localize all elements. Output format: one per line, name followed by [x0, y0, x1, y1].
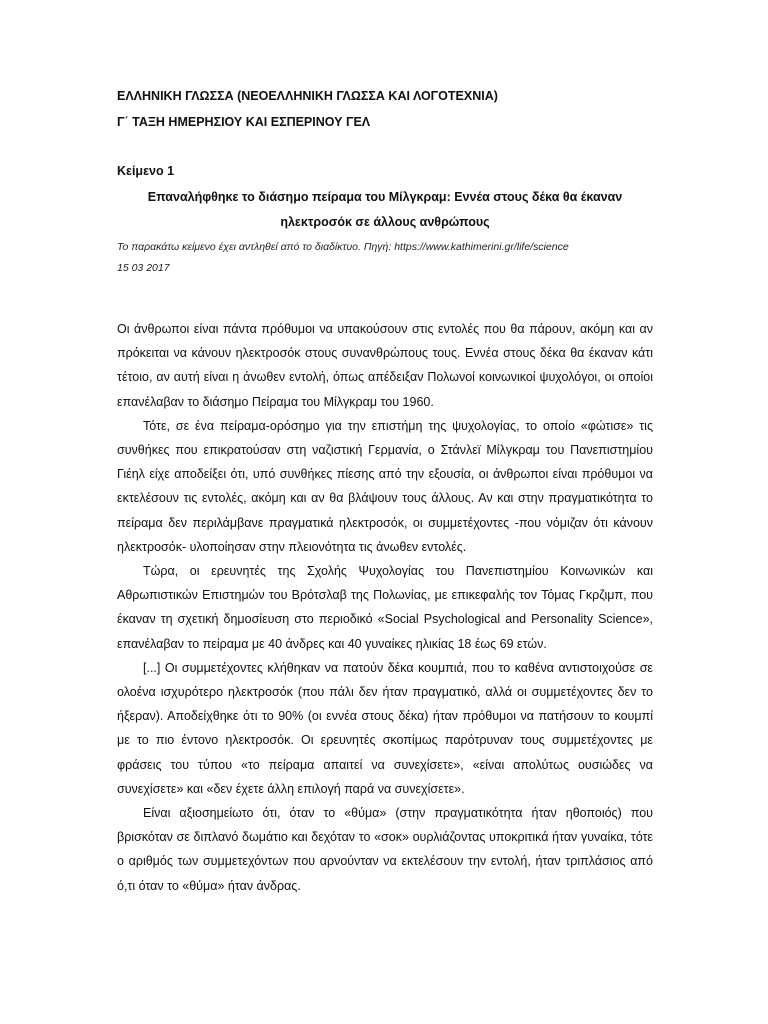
paragraph-1: Οι άνθρωποι είναι πάντα πρόθυμοι να υπακούσουν στις εντολές που θα πάρουν, ακόμη και αν πρόκειται να κάνουν ηλεκτροσόκ στους συνανθρώπους τους. Εννέα στους δέκα θα έκαναν κάτι τέτοιο, αν αυτή είναι η άνωθεν εντολή, όπως απέδειξαν Πολωνοί κοινωνικοί ψυχολόγοι, οι οποίοι επανέλαβαν το διάσημο Πείραμα του Μίλγκραμ του 1960.	[117, 322, 653, 409]
article-title-line-1: Επαναλήφθηκε το διάσημο πείραμα του Μίλγκραμ: Εννέα στους δέκα θα έκαναν	[147, 190, 623, 204]
grade-heading: Γ΄ ΤΑΞΗ ΗΜΕΡΗΣΙΟΥ ΚΑΙ ΕΣΠΕΡΙΝΟΥ ΓΕΛ	[117, 115, 371, 129]
article-title-line-2: ηλεκτροσόκ σε άλλους ανθρώπους	[280, 215, 490, 229]
article-title	[117, 185, 653, 235]
paragraph-4: [...] Οι συμμετέχοντες κλήθηκαν να πατούν δέκα κουμπιά, που το καθένα αντιστοιχούσε σε ολοένα ισχυρότερο ηλεκτροσόκ (που πάλι δεν ήταν πραγματικό, αλλά οι συμμετέχοντες δεν το ήξεραν). Αποδείχθηκε ότι το 90% (οι εννέα στους δέκα) ήταν πρόθυμοι να πατήσουν το κουμπί με το πιο έντονο ηλεκτροσόκ. Οι ερευνητές σκοπίμως παρότρυναν τους συμμετέχοντες με φράσεις του τύπου «το πείραμα απαιτεί να συνεχίσετε», «είναι απολύτως ουσιώδες να συνεχίσετε» και «δεν έχετε άλλη επιλογή παρά να συνεχίσετε».	[117, 660, 653, 796]
document-page	[117, 88, 653, 898]
subject-heading: ΕΛΛΗΝΙΚΗ ΓΛΩΣΣΑ (ΝΕΟΕΛΛΗΝΙΚΗ ΓΛΩΣΣΑ ΚΑΙ ΛΟΓΟΤΕΧΝΙΑ)	[117, 89, 498, 103]
article-body	[117, 317, 653, 898]
paragraph-2: Τότε, σε ένα πείραμα-ορόσημο για την επιστήμη της ψυχολογίας, το οποίο «φώτισε» τις συνθήκες που επικρατούσαν στη ναζιστική Γερμανία, ο Στάνλεϊ Μίλγκραμ του Πανεπιστημίου Γιέηλ είχε αποδείξει ότι, υπό συνθήκες πίεσης από την εξουσία, οι άνθρωποι είναι πρόθυμοι να εκτελέσουν τις εντολές, ακόμη και αν θα βλάψουν τους άλλους. Αν και στην πραγματικότητα το πείραμα δεν περιλάμβανε πραγματικά ηλεκτροσόκ, οι συμμετέχοντες -που νόμιζαν ότι κάνουν ηλεκτροσόκ- υλοποίησαν στην πλειονότητα τις άνωθεν εντολές.	[117, 418, 653, 554]
paragraph-3: Τώρα, οι ερευνητές της Σχολής Ψυχολογίας του Πανεπιστημίου Κοινωνικών και Αθρωπιστικών Επιστημών του Βρότσλαβ της Πολωνίας, με επικεφαλής τον Τόμας Γκρζιμπ, που έκαναν τη σχετική δημοσίευση στο περιοδικό «Social Psychological and Personality Science», επανέλαβαν το πείραμα με 40 άνδρες και 40 γυναίκες ηλικίας 18 έως 69 ετών.	[117, 564, 653, 651]
source-note	[117, 237, 653, 279]
paragraph-5: Είναι αξιοσημείωτο ότι, όταν το «θύμα» (στην πραγματικότητα ήταν ηθοποιός) που βρισκόταν σε διπλανό δωμάτιο και δεχόταν το «σοκ» ουρλιάζοντας υποκριτικά ήταν γυναίκα, τότε ο αριθμός των συμμετεχόντων που αρνούνταν να εκτελέσουν την εντολή, ήταν τριπλάσιος από ό,τι όταν το «θύμα» ήταν άνδρας.	[117, 806, 653, 893]
source-note-line-1: Το παρακάτω κείμενο έχει αντληθεί από το διαδίκτυο. Πηγή: https://www.kathimerini.gr/life/science	[117, 241, 569, 253]
source-note-line-2: 15 03 2017	[117, 262, 170, 274]
text-label: Κείμενο 1	[117, 164, 175, 178]
